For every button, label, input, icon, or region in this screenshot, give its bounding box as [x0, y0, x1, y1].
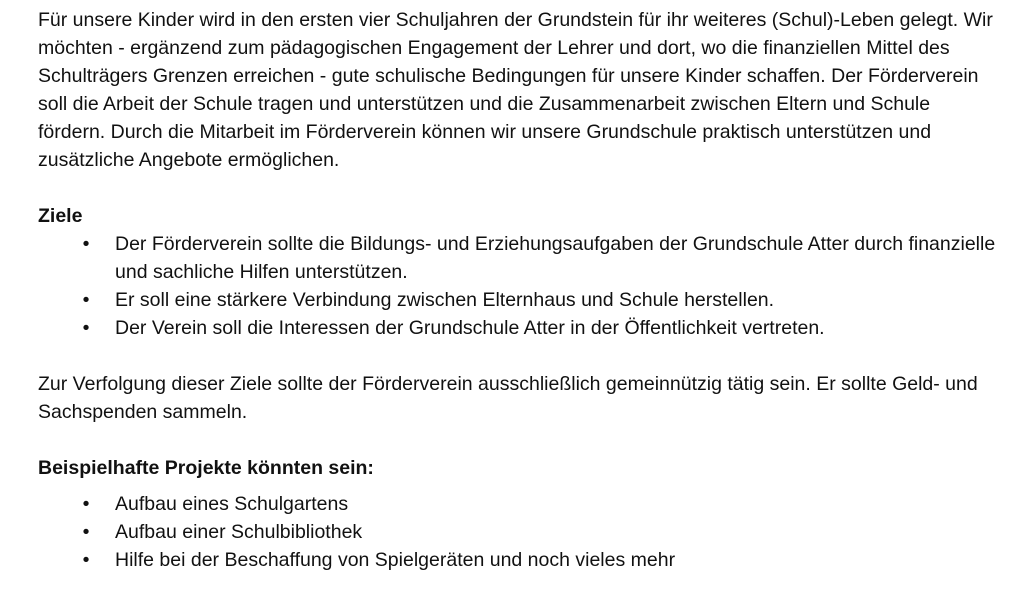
bullet-icon: • [82, 521, 90, 543]
projects-item-text: Hilfe bei der Beschaffung von Spielgeräten und noch vieles mehr [115, 549, 676, 571]
projects-heading: Beispielhafte Projekte könnten sein: [38, 457, 374, 479]
bullet-icon: • [82, 493, 90, 515]
projects-list-item [38, 490, 998, 518]
bullet-icon: • [82, 289, 90, 311]
projects-item-text: Aufbau eines Schulgartens [115, 493, 349, 515]
document-page [38, 6, 998, 574]
goals-list-item [38, 314, 998, 342]
projects-list-item [38, 518, 998, 546]
bullet-icon: • [82, 549, 90, 571]
goals-list-item [38, 286, 998, 314]
followup-paragraph: Zur Verfolgung dieser Ziele sollte der Förderverein ausschließlich gemeinnützig tätig sein. Er sollte Geld- und Sachspenden sammeln. [38, 373, 978, 423]
projects-list-item [38, 546, 998, 574]
projects-list [38, 490, 998, 574]
bullet-icon: • [82, 317, 90, 339]
goals-item-text: Der Förderverein sollte die Bildungs- und Erziehungsaufgaben der Grundschule Atter durch finanzielle und sachliche Hilfen unterstützen. [115, 233, 996, 283]
goals-item-text: Der Verein soll die Interessen der Grundschule Atter in der Öffentlichkeit vertreten. [115, 317, 825, 339]
goals-list-item [38, 230, 998, 286]
intro-paragraph: Für unsere Kinder wird in den ersten vier Schuljahren der Grundstein für ihr weiteres (Schul)-Leben gelegt. Wir möchten - ergänzend zum pädagogischen Engagement der Lehrer und dort, wo die finanziellen Mittel des Schulträgers Grenzen erreichen - gute schulische Bedingungen für unsere Kinder schaffen. Der Förderverein soll die Arbeit der Schule tragen und unterstützen und die Zusammenarbeit zwischen Eltern und Schule fördern. Durch die Mitarbeit im Förderverein können wir unsere Grundschule praktisch unterstützen und zusätzliche Angebote ermöglichen. [38, 9, 993, 171]
goals-item-text: Er soll eine stärkere Verbindung zwischen Elternhaus und Schule herstellen. [115, 289, 775, 311]
bullet-icon: • [82, 233, 90, 255]
goals-list [38, 230, 998, 342]
projects-item-text: Aufbau einer Schulbibliothek [115, 521, 363, 543]
goals-heading: Ziele [38, 205, 83, 227]
